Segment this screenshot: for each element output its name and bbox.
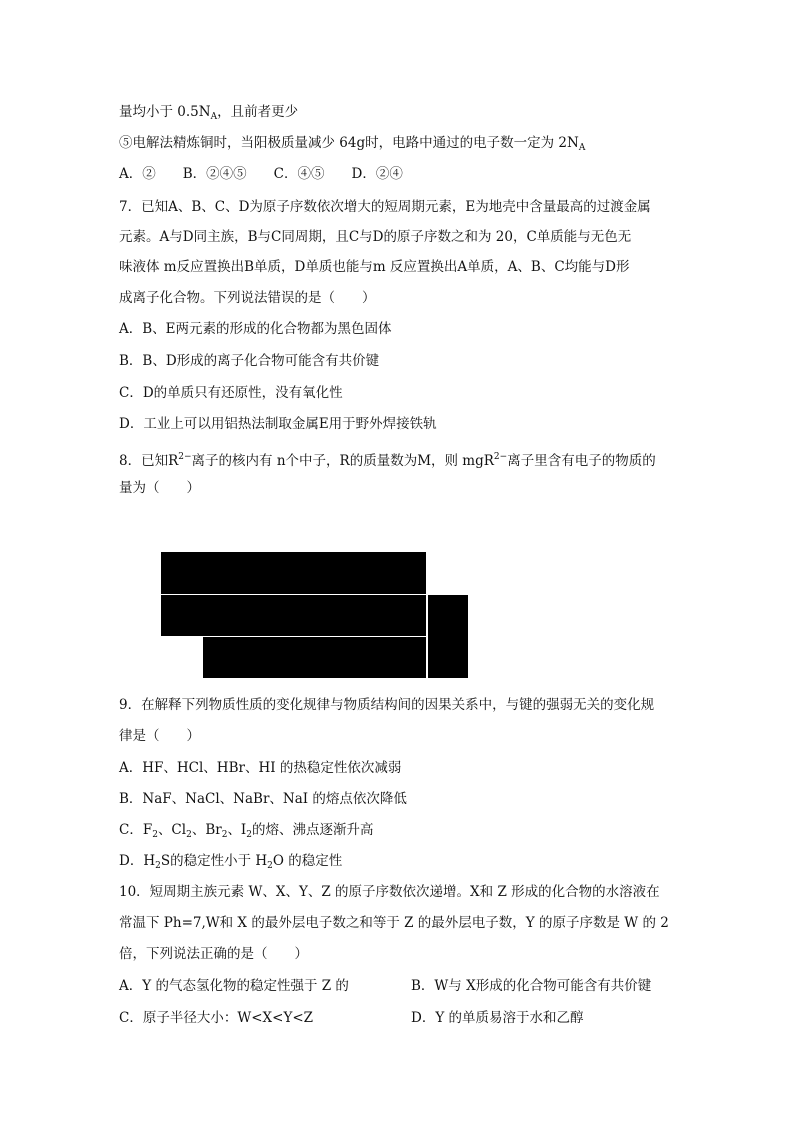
redaction-seam xyxy=(203,594,384,595)
q9c-s3: 2 xyxy=(221,830,228,840)
q9-stem-line2: 律是（ ） xyxy=(119,728,200,744)
q7-option-c: C．D的单质只有还原性，没有氧化性 xyxy=(119,385,343,401)
q8-charge-1: 2− xyxy=(178,452,192,462)
q7-stem-line3: 味液体 m反应置换出B单质，D单质也能与m 反应置换出A单质，A、B、C均能与D形 xyxy=(119,259,630,275)
q8-charge-2: 2− xyxy=(493,452,508,462)
q7-option-a: A．B、E两元素的形成的化合物都为黑色固体 xyxy=(119,321,392,337)
q9d-t2: S的稳定性小于 H xyxy=(160,853,268,869)
q9c-t1: C．F xyxy=(119,822,153,838)
q10-option-c: C．原子半径大小：W<X<Y<Z xyxy=(119,1010,314,1026)
q9-option-b: B．NaF、NaCl、NaBr、NaI 的熔点依次降低 xyxy=(119,791,407,807)
q10-stem-line1: 10．短周期主族元素 W、X、Y、Z 的原子序数依次递增。X和 Z 形成的化合物的水溶液在 xyxy=(119,884,660,900)
q9-option-a: A．HF、HCl、HBr、HI 的热稳定性依次减弱 xyxy=(119,760,402,776)
q9d-t1: D．H xyxy=(119,853,156,869)
q9-option-d xyxy=(119,852,342,875)
q10-option-d: D．Y 的单质易溶于水和乙醇 xyxy=(411,1010,584,1026)
q6-line4-text-end: ，且前者更少 xyxy=(217,104,299,120)
q9c-t5: 的熔、沸点逐渐升高 xyxy=(252,822,374,838)
q8-text-1: 8．已知R xyxy=(119,453,179,469)
q9c-t3: 、Br xyxy=(191,822,222,838)
q7-stem-line2: 元素。A与D同主族，B与C同周期，且C与D的原子序数之和为 20，C单质能与无色无 xyxy=(119,229,632,245)
q6-statement5 xyxy=(119,134,585,157)
q6-options: A．② B．②④⑤ C．④⑤ D．②④ xyxy=(119,166,403,182)
q9-option-c xyxy=(119,821,374,844)
q8-text-2: 离子的核内有 n个中子，R的质量数为M，则 mgR xyxy=(191,453,494,469)
q9c-s4: 2 xyxy=(246,830,253,840)
q6-line5-sub: A xyxy=(578,143,586,153)
q6-statement4-tail xyxy=(119,103,298,126)
redacted-block-3 xyxy=(428,595,468,678)
q6-line5-text: ⑤电解法精炼铜时，当阳极质量减少 64g时，电路中通过的电子数一定为 2N xyxy=(119,135,579,151)
q10-option-a: A．Y 的气态氢化物的稳定性强于 Z 的 xyxy=(119,978,349,994)
q7-option-d: D．工业上可以用铝热法制取金属E用于野外焊接铁轨 xyxy=(119,416,437,432)
q9c-s1: 2 xyxy=(152,830,158,840)
q6-line4-text: 量均小于 0.5N xyxy=(119,104,211,120)
q8-text-3: 离子里含有电子的物质的 xyxy=(507,453,656,469)
q8-stem-line1 xyxy=(119,448,656,470)
q6-line4-sub: A xyxy=(210,112,218,122)
q7-option-b: B．B、D形成的离子化合物可能含有共价键 xyxy=(119,353,380,369)
q9d-s2: 2 xyxy=(267,861,273,871)
q9c-s2: 2 xyxy=(186,830,192,840)
q8-stem-line2: 量为（ ） xyxy=(119,480,200,496)
q9c-t4: 、I xyxy=(227,822,247,838)
redacted-block-2 xyxy=(161,595,426,636)
q10-option-b: B．W与 X形成的化合物可能含有共价键 xyxy=(411,978,652,994)
q7-stem-line4: 成离子化合物。下列说法错误的是（ ） xyxy=(119,290,376,306)
q9-stem-line1: 9．在解释下列物质性质的变化规律与物质结构间的因果关系中，与键的强弱无关的变化规 xyxy=(119,697,655,713)
q9c-t2: 、Cl xyxy=(157,822,187,838)
q10-stem-line2: 常温下 Ph=7,W和 X 的最外层电子数之和等于 Z 的最外层电子数，Y 的原子序数是 W 的 2 xyxy=(119,915,669,931)
q10-stem-line3: 倍，下列说法正确的是（ ） xyxy=(119,946,308,962)
q9d-s1: 2 xyxy=(155,861,161,871)
q9d-t3: O 的稳定性 xyxy=(272,853,343,869)
redacted-block-4 xyxy=(203,637,426,678)
redacted-block-1 xyxy=(161,552,426,594)
q7-stem-line1: 7．已知A、B、C、D为原子序数依次增大的短周期元素，E为地壳中含量最高的过渡金属 xyxy=(119,199,651,215)
